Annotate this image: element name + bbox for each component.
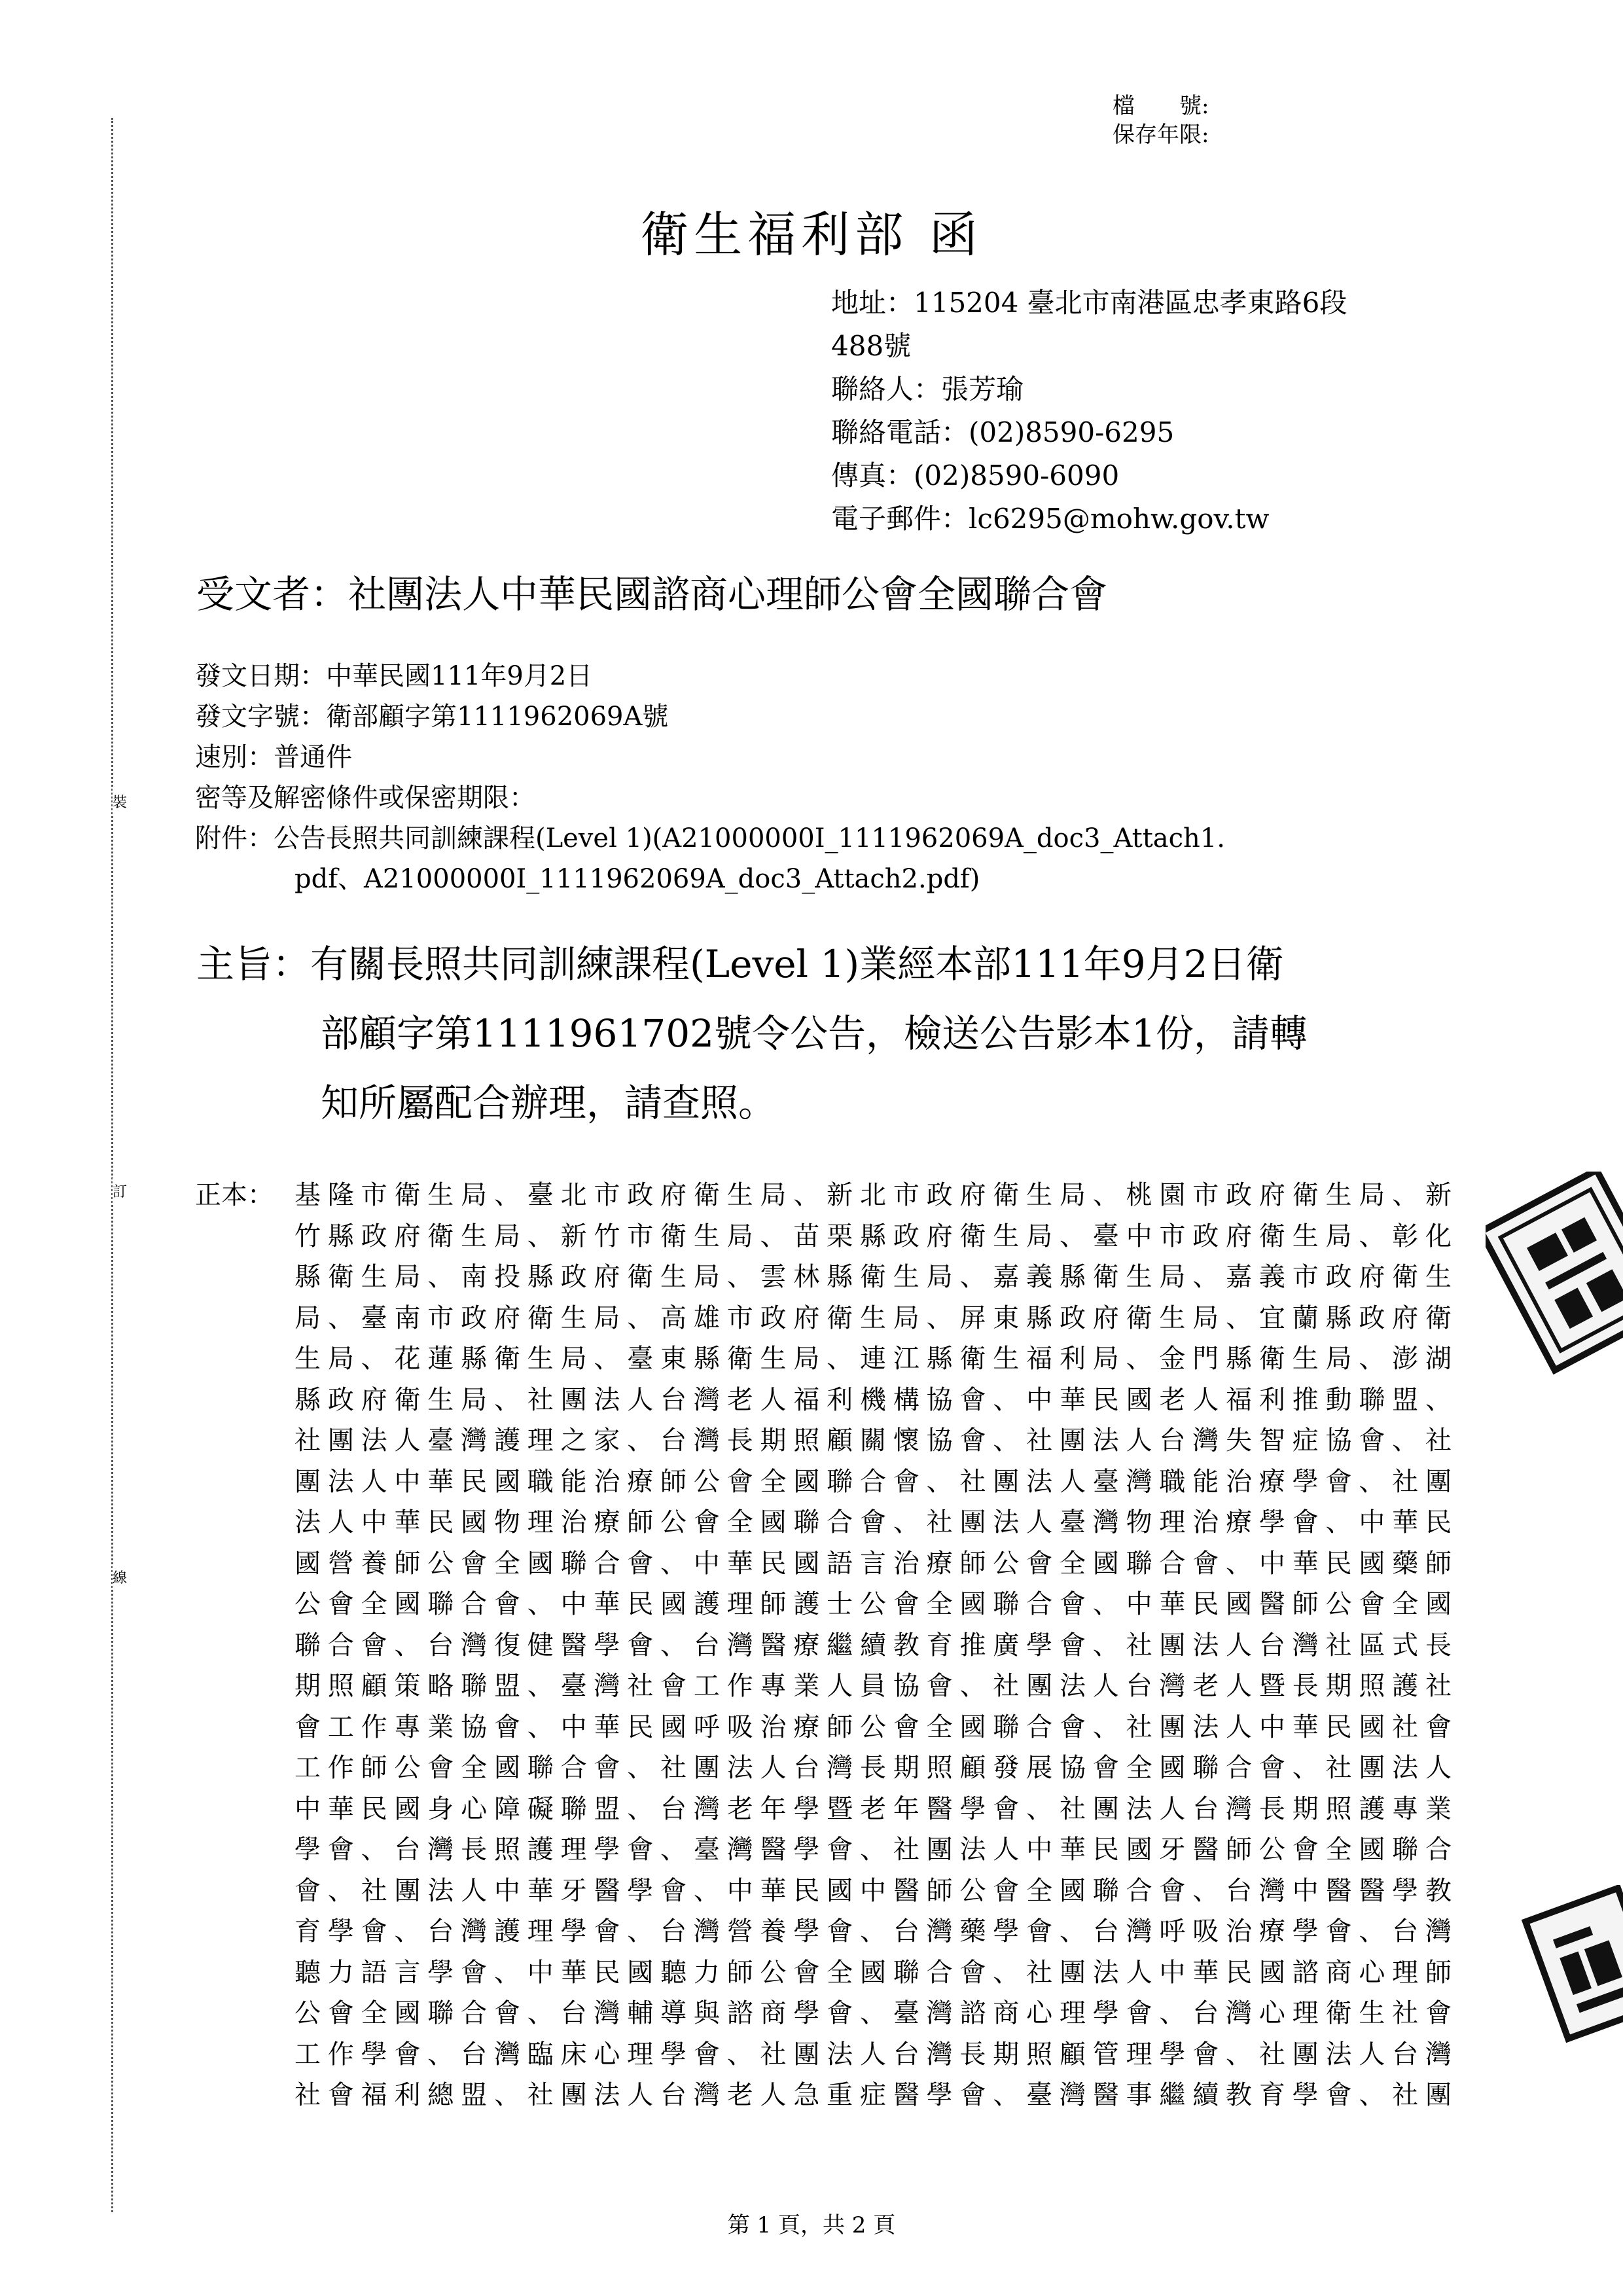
retention-period-label: 保存年限: xyxy=(1113,122,1209,148)
binding-mark-xian: 線 xyxy=(113,1564,127,1590)
distribution-line: 國營養師公會全國聯合會、中華民國語言治療師公會全國聯合會、中華民國藥師 xyxy=(294,1548,1452,1579)
address-line-2: 488號 xyxy=(831,330,912,362)
page-number-footer: 第 1 頁，共 2 頁 xyxy=(727,2212,896,2238)
secrecy-level: 密等及解密條件或保密期限： xyxy=(195,783,535,813)
distribution-line: 縣衛生局、南投縣政府衛生局、雲林縣衛生局、嘉義縣衛生局、嘉義市政府衛生 xyxy=(294,1262,1452,1292)
distribution-line: 期照顧策略聯盟、臺灣社會工作專業人員協會、社團法人台灣老人暨長期照護社 xyxy=(294,1671,1452,1701)
binding-mark-zhuang: 裝 xyxy=(113,789,127,814)
delivery-speed: 速別：普通件 xyxy=(195,742,352,772)
contact-phone: 聯絡電話：(02)8590-6295 xyxy=(831,416,1175,448)
distribution-line: 育學會、台灣護理學會、台灣營養學會、台灣藥學會、台灣呼吸治療學會、台灣 xyxy=(294,1916,1452,1946)
distribution-list xyxy=(294,1175,1452,2116)
distribution-line: 聽力語言學會、中華民國聽力師公會全國聯合會、社團法人中華民國諮商心理師 xyxy=(294,1957,1452,1988)
email-address: 電子郵件：lc6295@mohw.gov.tw xyxy=(831,503,1270,535)
document-number: 發文字號：衛部顧字第1111962069A號 xyxy=(195,702,669,732)
distribution-line: 中華民國身心障礙聯盟、台灣老年學暨老年醫學會、社團法人台灣長期照護專業 xyxy=(294,1793,1452,1824)
distribution-line: 工作學會、台灣臨床心理學會、社團法人台灣長期照顧管理學會、社團法人台灣 xyxy=(294,2039,1452,2070)
sender-info xyxy=(831,281,1453,541)
distribution-label: 正本： xyxy=(195,1180,274,1210)
binding-margin-line xyxy=(111,118,133,2212)
distribution-line: 會、社團法人中華牙醫學會、中華民國中醫師公會全國聯合會、台灣中醫醫學教 xyxy=(294,1875,1452,1906)
distribution-line: 公會全國聯合會、中華民國護理師護士公會全國聯合會、中華民國醫師公會全國 xyxy=(294,1589,1452,1619)
seal-stamp-top xyxy=(1486,1172,1623,1388)
subject-line-1: 主旨：有關長照共同訓練課程(Level 1)業經本部111年9月2日衛 xyxy=(196,942,1284,986)
subject-line-3: 知所屬配合辦理，請查照。 xyxy=(321,1081,777,1125)
distribution-line: 工作師公會全國聯合會、社團法人台灣長期照顧發展協會全國聯合會、社團法人 xyxy=(294,1753,1452,1783)
fax-number: 傳真：(02)8590-6090 xyxy=(831,459,1120,492)
distribution-line: 縣政府衛生局、社團法人台灣老人福利機構協會、中華民國老人福利推動聯盟、 xyxy=(294,1384,1452,1415)
distribution-line: 竹縣政府衛生局、新竹市衛生局、苗栗縣政府衛生局、臺中市政府衛生局、彰化 xyxy=(294,1221,1452,1251)
seal-stamp-bottom xyxy=(1518,1885,1623,2049)
address-line-1: 地址：115204 臺北市南港區忠孝東路6段 xyxy=(831,287,1347,319)
recipient: 受文者：社團法人中華民國諮商心理師公會全國聯合會 xyxy=(196,572,1108,617)
distribution-line: 團法人中華民國職能治療師公會全國聯合會、社團法人臺灣職能治療學會、社團 xyxy=(294,1466,1452,1497)
distribution-line: 基隆市衛生局、臺北市政府衛生局、新北市政府衛生局、桃園市政府衛生局、新 xyxy=(294,1180,1452,1210)
attachment-line-2: pdf、A21000000I_1111962069A_doc3_Attach2.pdf) xyxy=(294,864,980,894)
document-title: 衛生福利部 函 xyxy=(640,207,983,263)
subject-section xyxy=(196,929,1453,1138)
contact-person: 聯絡人：張芳瑜 xyxy=(831,373,1024,405)
distribution-line: 社會福利總盟、社團法人台灣老人急重症醫學會、臺灣醫事繼續教育學會、社團 xyxy=(294,2080,1452,2110)
binding-mark-ding: 訂 xyxy=(113,1178,127,1204)
distribution-line: 會工作專業協會、中華民國呼吸治療師公會全國聯合會、社團法人中華民國社會 xyxy=(294,1712,1452,1742)
file-number-label: 檔 號: xyxy=(1113,93,1209,119)
distribution-line: 聯合會、台灣復健醫學會、台灣醫療繼續教育推廣學會、社團法人台灣社區式長 xyxy=(294,1630,1452,1660)
document-meta xyxy=(195,656,1452,899)
distribution-line: 學會、台灣長照護理學會、臺灣醫學會、社團法人中華民國牙醫師公會全國聯合 xyxy=(294,1835,1452,1865)
distribution-line: 局、臺南市政府衛生局、高雄市政府衛生局、屏東縣政府衛生局、宜蘭縣政府衛 xyxy=(294,1302,1452,1333)
distribution-line: 社團法人臺灣護理之家、台灣長期照顧關懷協會、社團法人台灣失智症協會、社 xyxy=(294,1426,1452,1456)
distribution-section xyxy=(195,1175,1452,2116)
distribution-line: 生局、花蓮縣衛生局、臺東縣衛生局、連江縣衛生福利局、金門縣衛生局、澎湖 xyxy=(294,1344,1452,1374)
issue-date: 發文日期：中華民國111年9月2日 xyxy=(195,661,593,691)
attachment-line-1: 附件：公告長照共同訓練課程(Level 1)(A21000000I_1111962069A_doc3_Attach1. xyxy=(195,823,1225,853)
record-info xyxy=(1113,92,1209,149)
distribution-line: 公會全國聯合會、台灣輔導與諮商學會、臺灣諮商心理學會、台灣心理衛生社會 xyxy=(294,1998,1452,2028)
subject-line-2: 部顧字第1111961702號令公告，檢送公告影本1份，請轉 xyxy=(321,1011,1308,1056)
distribution-line: 法人中華民國物理治療師公會全國聯合會、社團法人臺灣物理治療學會、中華民 xyxy=(294,1507,1452,1537)
